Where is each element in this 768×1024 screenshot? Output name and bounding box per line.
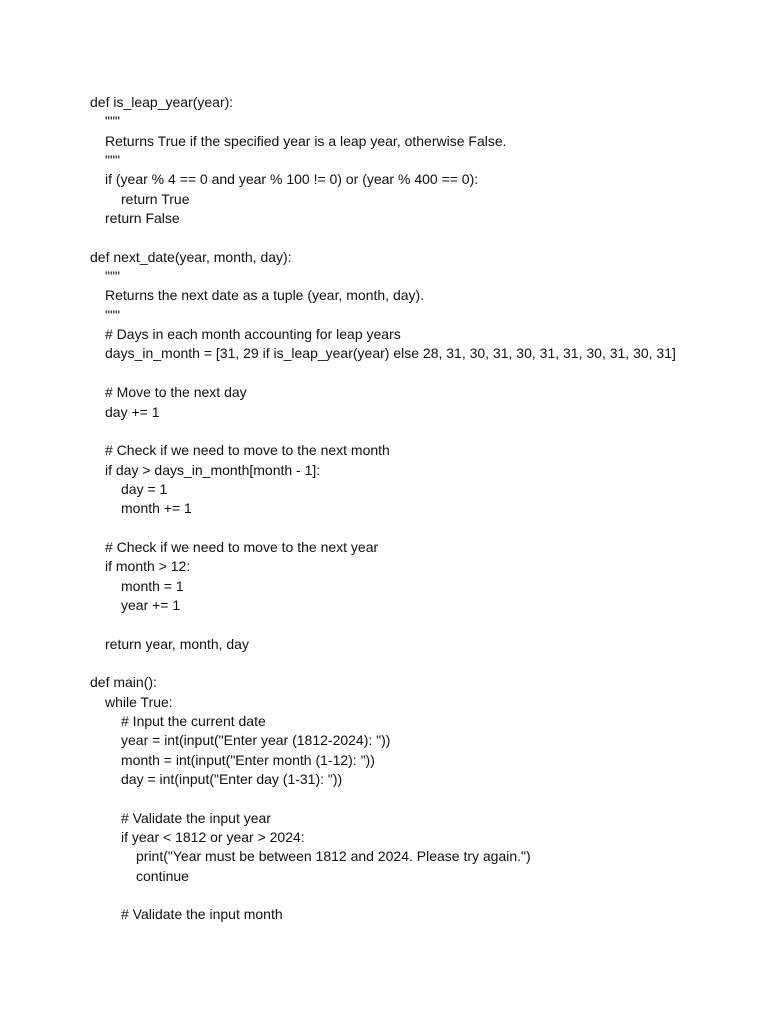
code-line: while True: (105, 693, 173, 710)
code-line: year += 1 (121, 596, 181, 613)
code-line: month += 1 (121, 500, 192, 517)
code-line: days_in_month = [31, 29 if is_leap_year(year) else 28, 31, 30, 31, 30, 31, 31, 30, 31, 30, 31] (105, 345, 676, 362)
code-line: return True (121, 190, 190, 207)
blank-line (90, 886, 750, 905)
code-line: if year < 1812 or year > 2024: (121, 829, 305, 846)
code-line: month = int(input("Enter month (1-12): ")) (121, 751, 375, 768)
code-line: continue (136, 867, 189, 884)
code-line: def next_date(year, month, day): (90, 248, 292, 265)
code-line: # Input the current date (121, 713, 266, 729)
code-line: Returns the next date as a tuple (year, month, day). (105, 287, 425, 304)
code-line: if month > 12: (105, 558, 191, 575)
code-line: year = int(input("Enter year (1812-2024): ")) (121, 732, 391, 749)
blank-line (90, 654, 750, 673)
code-line: # Check if we need to move to the next year (105, 538, 379, 555)
code-line: print("Year must be between 1812 and 2024. Please try again.") (136, 848, 531, 865)
blank-line (90, 519, 750, 538)
code-line: # Days in each month accounting for leap years (105, 326, 401, 343)
code-line: def main(): (90, 674, 157, 691)
code-line: day = int(input("Enter day (1-31): ")) (121, 771, 343, 788)
code-line: day += 1 (105, 403, 160, 420)
code-line: """ (105, 268, 120, 285)
code-line: return year, month, day (105, 635, 249, 652)
blank-line (90, 615, 750, 634)
code-line: day = 1 (121, 480, 168, 497)
code-line: # Move to the next day (105, 384, 247, 401)
code-line: return False (105, 210, 180, 227)
code-line: # Validate the input year (121, 809, 271, 826)
code-listing (90, 93, 750, 925)
blank-line (90, 789, 750, 808)
code-line: Returns True if the specified year is a leap year, otherwise False. (105, 132, 507, 149)
blank-line (90, 364, 750, 383)
blank-line (90, 422, 750, 441)
code-line: if (year % 4 == 0 and year % 100 != 0) or (year % 400 == 0): (105, 171, 479, 188)
code-line: """ (105, 113, 120, 130)
code-line: # Check if we need to move to the next month (105, 442, 390, 459)
code-line: def is_leap_year(year): (90, 94, 234, 110)
code-line: # Validate the input month (121, 906, 283, 923)
code-line: month = 1 (121, 577, 184, 594)
code-line: if day > days_in_month[month - 1]: (105, 461, 321, 478)
blank-line (90, 228, 750, 247)
code-line: """ (105, 152, 120, 169)
code-line: """ (105, 306, 120, 323)
